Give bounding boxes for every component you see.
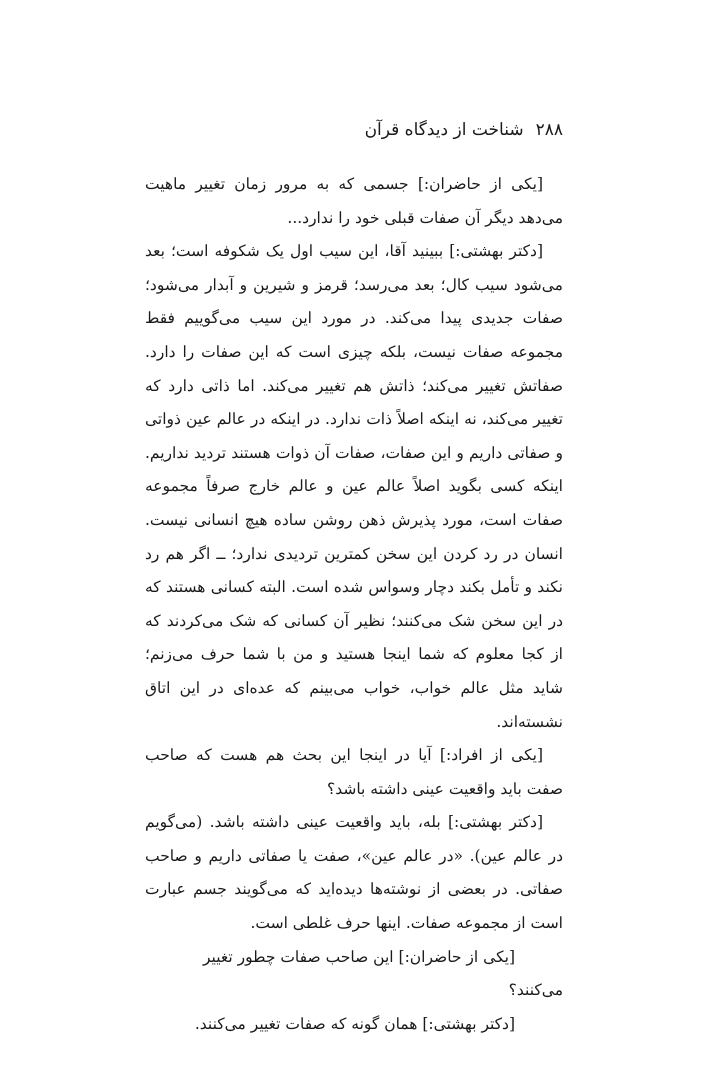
paragraph-audience-question-1: [یکی از حاضران:] جسمی که به مرور زمان تغییر ماهیت می‌دهد دیگر آن صفات قبلی خود را ندارد... — [145, 175, 563, 227]
paragraph-beheshti-answer-2: [دکتر بهشتی:] بله، باید واقعیت عینی داشته باشد. (می‌گویم در عالم عین). «در عالم عین»، صفت یا صفاتی داریم و صاحب صفاتی. در بعضی از نوشته‌ها دیده‌اید که می‌گویند جسم عبارت است از مجموعه صفات. اینها حرف غلطی است. — [145, 813, 563, 933]
paragraph-audience-question-3: [یکی از حاضران:] این صاحب صفات چطور تغییر می‌کنند؟ — [202, 947, 563, 1000]
body-text — [145, 168, 563, 1041]
running-title: شناخت از دیدگاه قرآن — [364, 120, 524, 140]
paragraph-beheshti-answer-1: [دکتر بهشتی:] ببینید آقا، این سیب اول یک شکوفه است؛ بعد می‌شود سیب کال؛ بعد می‌رسد؛ قرمز و شیرین و آبدار می‌شود؛ صفات جدیدی پیدا می‌کند. در مورد این سیب می‌گوییم فقط مجموعه صفات نیست، بلکه چیزی است که این صفات را دارد. صفاتش تغییر می‌کند؛ ذاتش هم تغییر می‌کند. اما ذاتی دارد که تغییر می‌کند، نه اینکه اصلاً ذات ندارد. در اینکه در عالم عین ذواتی و صفاتی داریم و این صفات، صفات آن ذوات هستند تردید نداریم. اینکه کسی بگوید اصلاً عالم عین و عالم خارج صرفاً مجموعه صفات است، مورد پذیرش ذهن روشن ساده هیچ انسانی نیست. انسان در رد کردن این سخن کمترین تردیدی ندارد؛ ــ اگر هم رد نکند و تأمل بکند دچار وسواس شده است. البته کسانی هستند که در این سخن شک می‌کنند؛ نظیر آن کسانی که شک می‌کردند که از کجا معلوم که شما اینجا هستید و من با شما حرف می‌زنم؛ شاید مثل عالم خواب، خواب می‌بینم که عده‌ای در این اتاق نشسته‌اند. — [145, 242, 563, 731]
paragraph-beheshti-answer-3: [دکتر بهشتی:] همان گونه که صفات تغییر می‌کنند. — [194, 1014, 515, 1033]
paragraph-audience-question-2: [یکی از افراد:] آیا در اینجا این بحث هم هست که صاحب صفت باید واقعیت عینی داشته باشد؟ — [145, 746, 563, 798]
page-number: ۲۸۸ — [535, 120, 563, 140]
running-header — [143, 118, 563, 142]
